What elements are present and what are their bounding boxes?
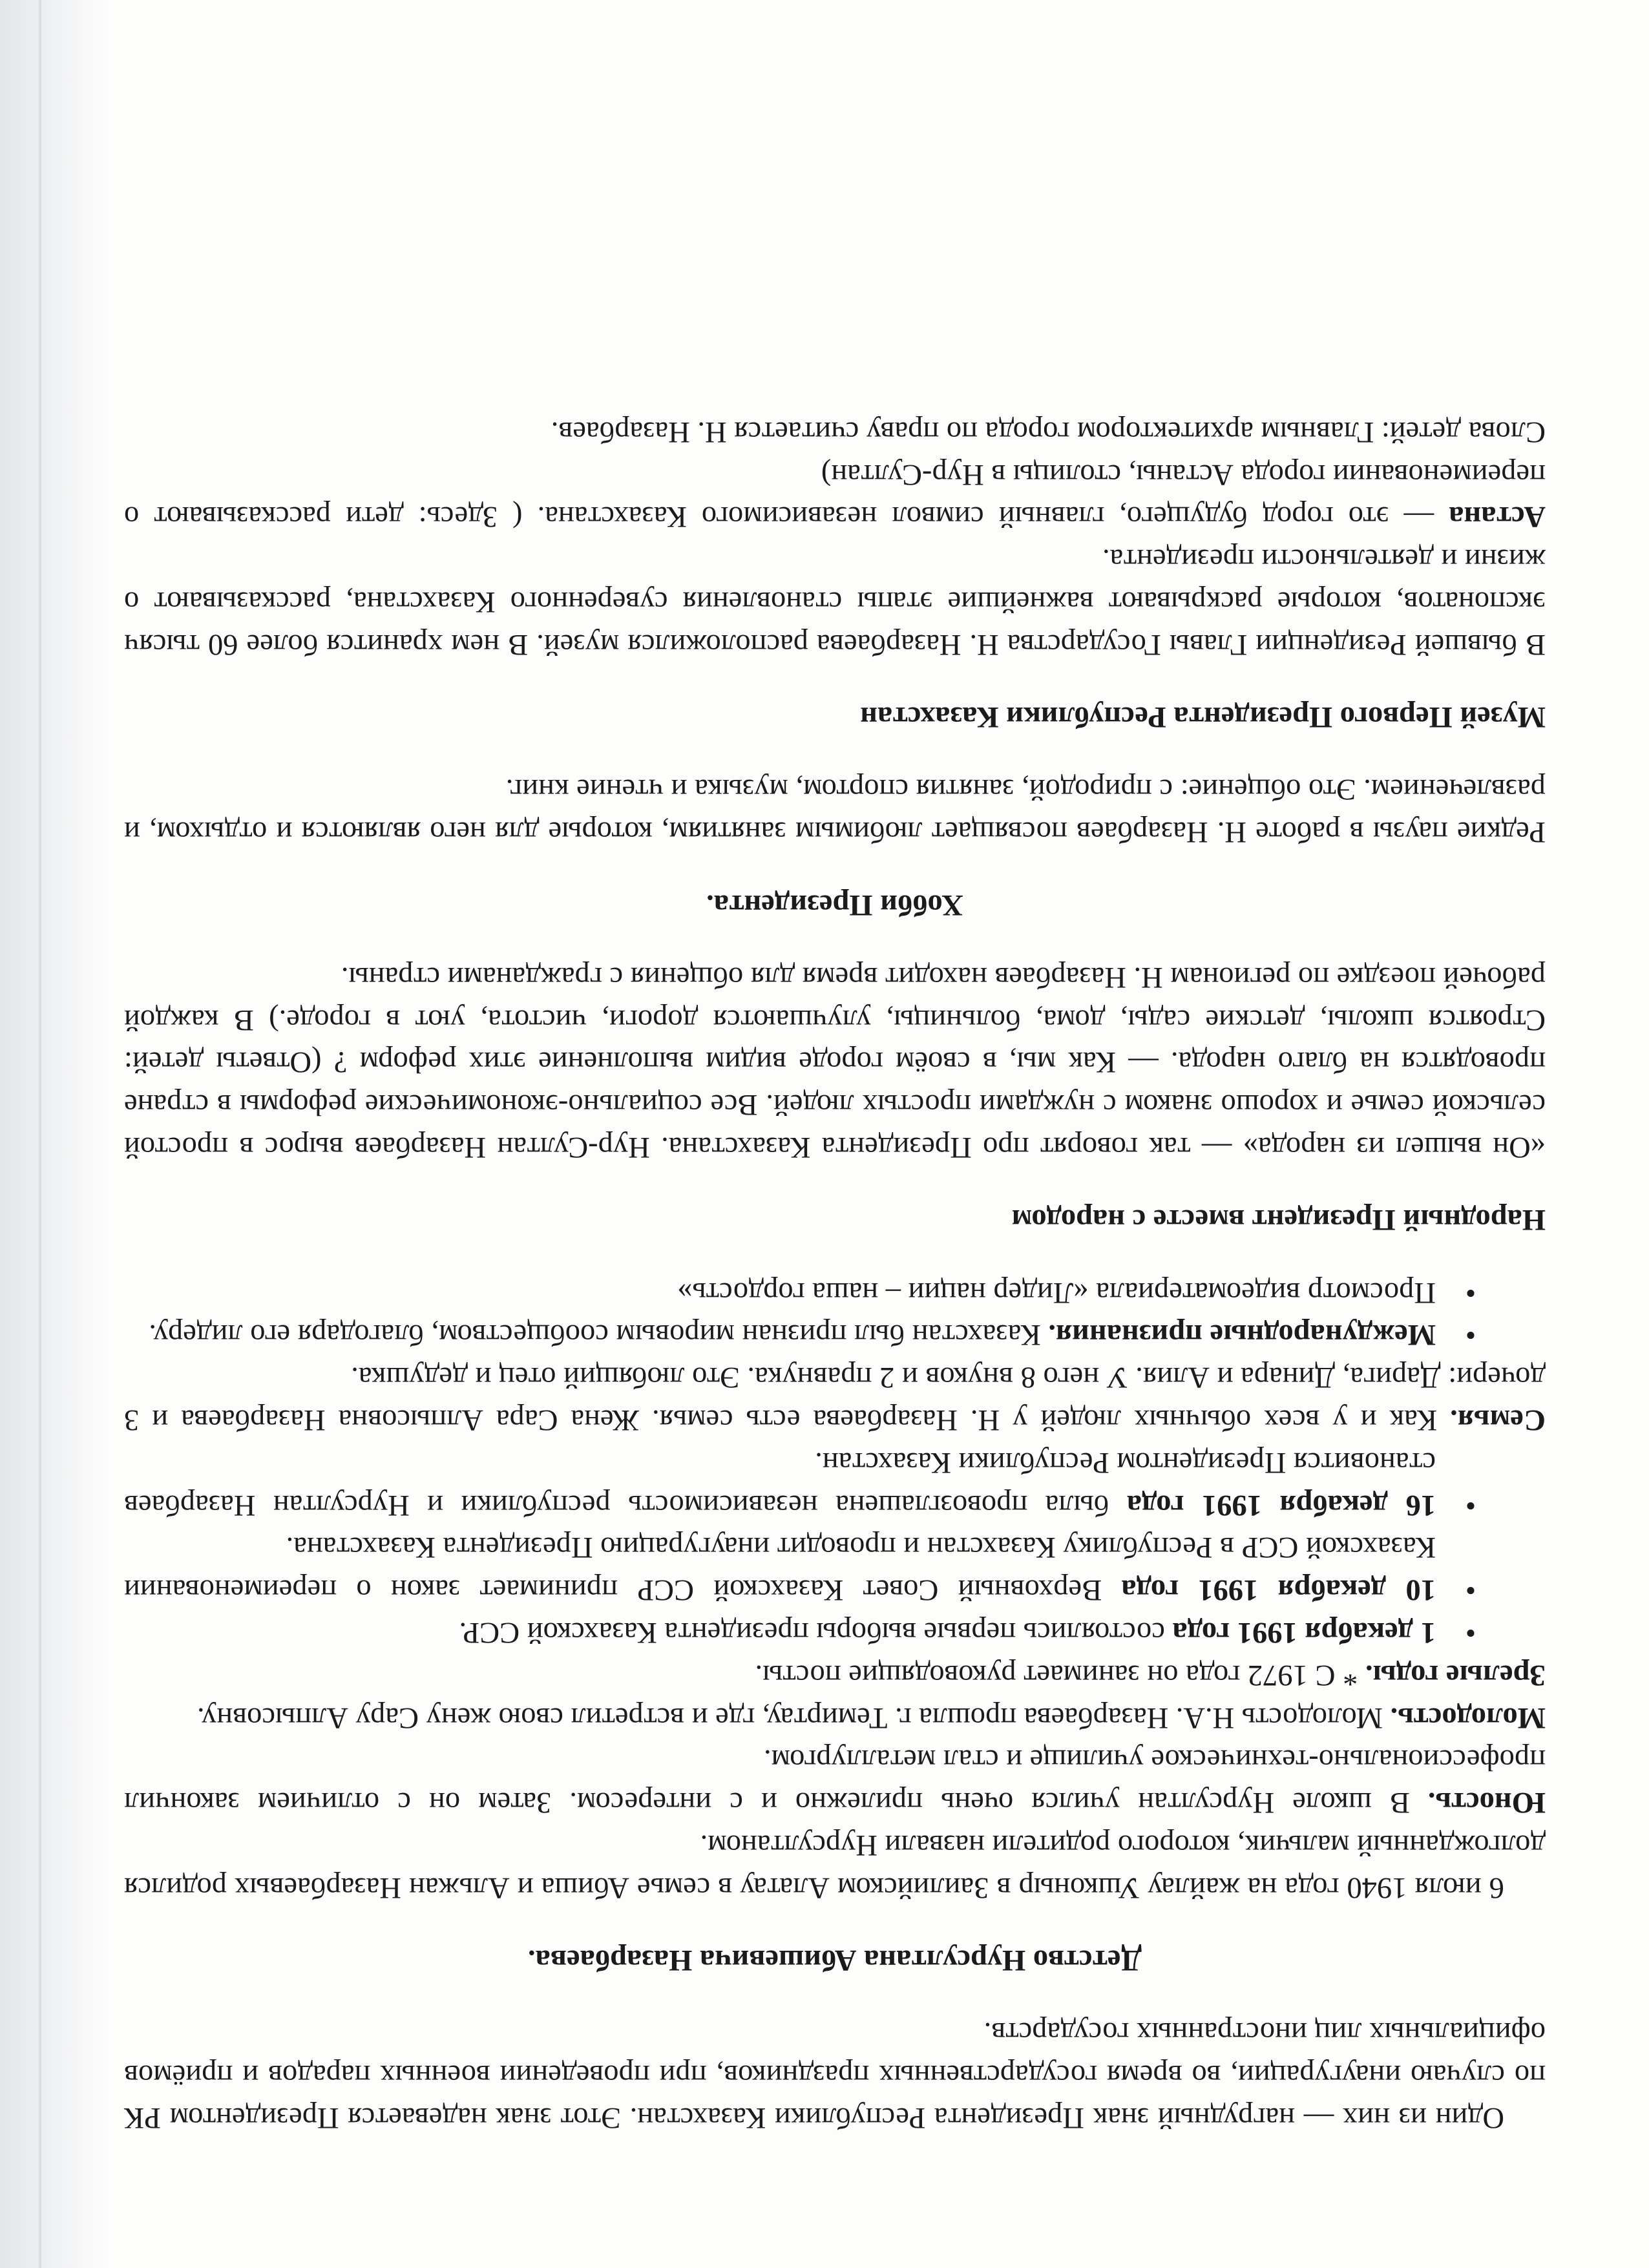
page-edge-shadow xyxy=(0,0,110,2268)
family-label: Семья. xyxy=(1450,1403,1546,1437)
list-item-text: была провозглашена независимость республики и Нурсултан Назарбаев становится Президентом Республики Казахстан. xyxy=(124,1445,1436,1522)
mature-text: * С 1972 года он занимает руководящие посты. xyxy=(755,1658,1365,1692)
paragraph-youth xyxy=(124,1739,1546,1824)
recognition-label: Международные признания. xyxy=(1048,1318,1436,1352)
youth-label: Юность. xyxy=(1427,1786,1546,1820)
paragraph-childhood: 6 июля 1940 года на жайлау Ушконыр в Заилийском Алатау в семье Абиша и Альжан Назарбаевых родился долгожданный мальчик, которого родители назвали Нурсултаном. xyxy=(124,1829,1546,1904)
list-item-text: состоялись первые выборы президента Казахской ССР. xyxy=(459,1616,1173,1650)
list-item xyxy=(124,1611,1546,1654)
paragraph-family xyxy=(124,1356,1546,1441)
paragraph-museum: В бывшей Резиденции Главы Государства Н. Назарбаева расположился музей. В нем хранится более 60 тысяч экспонатов, которые раскрывают важнейшие этапы становления суверенного Казахстана, рассказывают о жизни и деятельности президента. xyxy=(124,543,1546,661)
bullet-icon: • xyxy=(1465,1488,1476,1522)
bullet-icon: • xyxy=(1465,1318,1476,1352)
young-label: Молодость. xyxy=(1390,1701,1546,1734)
astana-label: Астана xyxy=(1449,500,1546,534)
paragraph-hobby: Редкие паузы в работе Н. Назарбаев посвящает любимым занятиям, которые для него являются и отдыхом, и развлечением. Это общение: с природой, занятия спортом, музыка и чтение книг. xyxy=(124,773,1546,849)
bullet-icon: • xyxy=(1465,1616,1476,1650)
heading-hobby: Хобби Президента. xyxy=(706,888,963,921)
astana-text: — это город будущего, главный символ независимого Казахстана. ( Здесь: дети рассказывают о переименовании города Астаны, столицы в Нур-Султан) xyxy=(124,457,1546,534)
bullet-icon: • xyxy=(1465,1276,1476,1309)
paragraph-badge: Один из них — нагрудный знак Президента Республики Казахстан. Этот знак надевается Президентом РК по случаю инаугурации, во время государственных праздников, при проведении военных парадов и приёмов официальных лиц иностранных государств. xyxy=(124,2016,1546,2134)
young-text: Молодость Н.А. Назарбаева прошла г. Темиртау, где и встретил свою жену Сару Алпысовну. xyxy=(197,1701,1391,1734)
document-body xyxy=(124,410,1546,2139)
list-item xyxy=(124,1314,1546,1356)
paragraph-astana xyxy=(124,453,1546,538)
heading-childhood: Детство Нурсултана Абишевича Назарбаева. xyxy=(527,1944,1142,1977)
family-text: Как и у всех обычных людей у Н. Назарбаева есть семья. Жена Сара Алпысовна Назарбаева и 3 дочери: Дарига, Динара и Алия. У него 8 внуков и 2 правнука. Это любящий отец и дедушка. xyxy=(124,1361,1546,1437)
margin-mark xyxy=(39,0,41,2268)
paragraph-final: Слова детей: Главным архитектором города по праву считается Н. Назарбаев. xyxy=(551,415,1546,448)
heading-museum: Музей Первого Президента Республики Казахстан xyxy=(860,700,1546,734)
list-item-text: Казахстан был признан мировым сообществом, благодаря его лидеру. xyxy=(149,1318,1049,1352)
list-item xyxy=(124,1271,1546,1314)
paragraph-young xyxy=(124,1696,1546,1739)
list-item xyxy=(124,1526,1546,1612)
list-item xyxy=(124,1441,1546,1526)
paragraph-mature xyxy=(124,1654,1546,1696)
list-item-text: Верховный Совет Казахской ССР принимает закон о переименовании Казахской ССР в Республику Казахстан и проводит инаугурацию Президента Казахстана. xyxy=(124,1531,1436,1607)
bullet-icon: • xyxy=(1465,1573,1476,1607)
date-label: 16 декабря 1991 года xyxy=(1126,1488,1436,1522)
youth-text: В школе Нурсултан учился очень прилежно и с интересом. Затем он с отличием закончил профессионально-техническое училище и стал металлургом. xyxy=(124,1743,1546,1820)
date-label: 10 декабря 1991 года xyxy=(1121,1573,1436,1607)
date-label: 1 декабря 1991 года xyxy=(1172,1616,1436,1650)
paragraph-people: «Он вышел из народа» — так говорят про Президента Казахстана. Нур-Султан Назарбаев вырос в простой сельской семье и хорошо знаком с нуждами простых людей. Все социально-экономические реформы в стране проводятся на благо народа. — Как мы, в своём городе видим выполнение этих реформ ? (Ответы детей: Строятся школы, детские сады, дома, больницы, улучшаются дороги, чистота, уют в городе.) В каждой рабочей поездке по регионам Н. Назарбаев находит время для общения с гражданами страны. xyxy=(124,960,1546,1164)
mature-label: Зрелые годы. xyxy=(1365,1658,1546,1692)
heading-people: Народный Президент вместе с народом xyxy=(1011,1203,1546,1237)
list-item-text: Просмотр видеоматериала «Лидер нации – наша гордость» xyxy=(677,1276,1436,1309)
